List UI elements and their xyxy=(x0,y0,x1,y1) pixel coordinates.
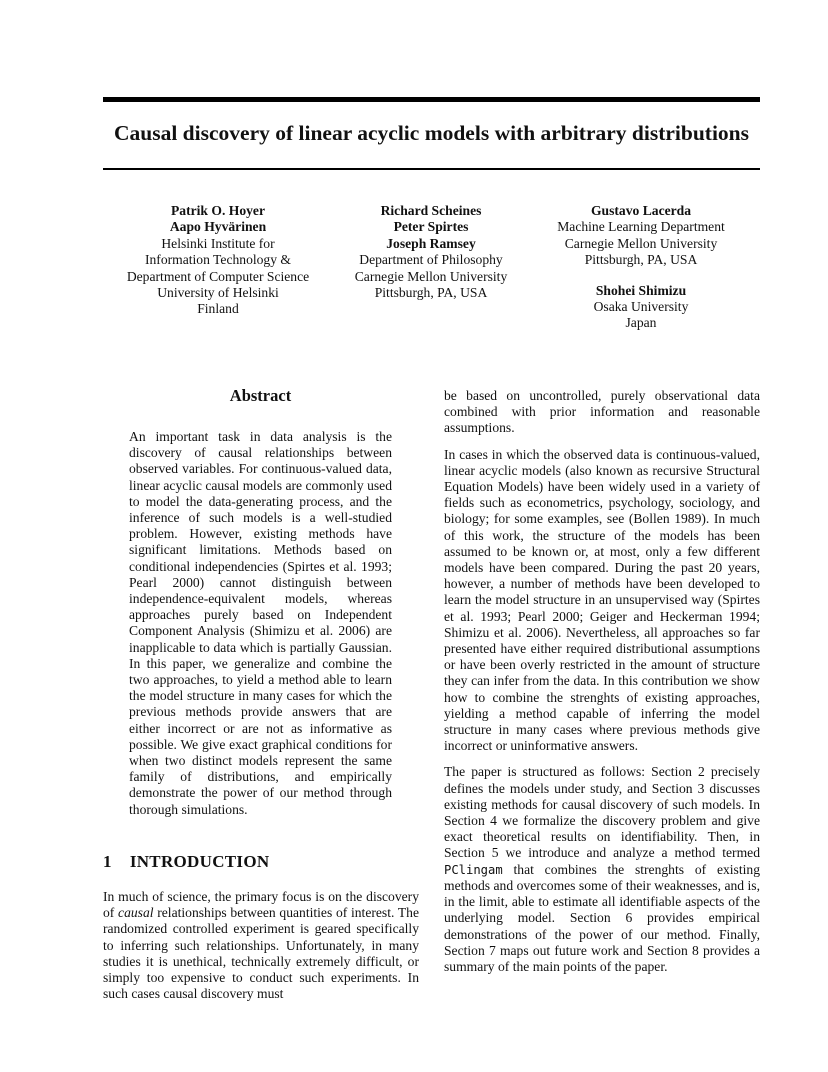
affiliation-line: Finland xyxy=(197,301,239,317)
author-name: Peter Spirtes xyxy=(393,219,469,235)
section-title: INTRODUCTION xyxy=(129,852,270,871)
affiliation-line: Pittsburgh, PA, USA xyxy=(374,285,488,301)
intro-text: In much of science, the primary focus is on the discovery of xyxy=(103,889,419,921)
intro-emphasis: causal xyxy=(118,905,154,921)
author-name: Richard Scheines xyxy=(380,203,482,218)
affiliation-line: University of Helsinki xyxy=(157,285,279,301)
author-block-cmu-philosophy xyxy=(335,203,527,301)
affiliation-line: Carnegie Mellon University xyxy=(354,268,508,284)
abstract-heading: Abstract xyxy=(229,386,292,405)
right-column xyxy=(444,388,760,985)
affiliation-line: Pittsburgh, PA, USA xyxy=(584,252,698,268)
paragraph: be based on uncontrolled, purely observational data combined with prior information and reasonable assumptions. xyxy=(444,388,760,436)
author-name: Joseph Ramsey xyxy=(386,235,476,251)
author-name: Patrik O. Hoyer xyxy=(170,203,265,218)
section-heading-introduction xyxy=(103,852,269,872)
author-name: Gustavo Lacerda xyxy=(590,203,692,218)
paragraph-text: that combines the strenghts of existing methods and overcomes some of their weaknesses, and is, in the limit, able to estimate all identifiable aspects of the underlying model. Section 6 provides empirical demonstrations of the power of our method. Finally, Section 7 maps out future work and Section 8 provides a summary of the main points of the paper. xyxy=(444,861,760,974)
intro-paragraph xyxy=(103,889,419,1002)
affiliation-line: Machine Learning Department xyxy=(557,219,725,235)
paragraph xyxy=(444,764,760,975)
affiliation-line: Osaka University xyxy=(593,299,689,315)
title-bottom-rule xyxy=(103,168,760,170)
affiliation-line: Japan xyxy=(625,315,657,331)
affiliation-line: Helsinki Institute for xyxy=(161,235,275,251)
paper-title: Causal discovery of linear acyclic models with arbitrary distributions xyxy=(113,121,750,145)
paragraph: In cases in which the observed data is continuous-valued, linear acyclic models (also known as recursive Structural Equation Models) have been widely used in a variety of fields such as econometrics, psychology, sociology, and biology; for some examples, see (Bollen 1989). In much of this work, the structure of the models has been assumed to be known or, at most, only a few different models have been compared. During the past 20 years, however, a number of methods have been developed to learn the model structure in an unsupervised way (Spirtes et al. 1993; Pearl 2000; Geiger and Heckerman 1994; Shimizu et al. 2006). Nevertheless, all approaches so far presented have either required distributional assumptions or have been overly restricted in the amount of structure they can infer from the data. In this contribution we show how to combine the strenghts of existing approaches, yielding a method capable of inferring the model structure in many cases where previous methods give incorrect or uninformative answers. xyxy=(444,446,760,754)
author-block-helsinki xyxy=(104,203,332,318)
section-number: 1 xyxy=(103,852,112,871)
title-top-rule xyxy=(103,97,760,102)
affiliation-line: Information Technology & xyxy=(144,252,292,268)
affiliation-line: Department of Computer Science xyxy=(126,268,310,284)
method-name-code: PClingam xyxy=(444,862,503,877)
intro-text: relationships between quantities of interest. The randomized controlled experiment is geared specifically to inferring such relationships. Unfortunately, in many studies it is unethical, technically extremely difficult, or simply too expensive to conduct such experiments. In such cases causal discovery must xyxy=(103,905,419,1002)
affiliation-line: Department of Philosophy xyxy=(359,252,503,268)
abstract-text: An important task in data analysis is the discovery of causal relationships between observed variables. For continuous-valued data, linear acyclic causal models are commonly used to model the data-generating process, and the inference of such models is a well-studied problem. However, existing methods have significant limitations. Methods based on conditional independencies (Spirtes et al. 1993; Pearl 2000) cannot distinguish between independence-equivalent models, whereas approaches purely based on Independent Component Analysis (Shimizu et al. 2006) are inapplicable to data which is partially Gaussian. In this paper, we generalize and combine the two approaches, to yield a method able to learn the model structure in many cases for which the previous methods provide answers that are either incorrect or are not as informative as possible. We give exact graphical conditions for when two distinct models represent the same family of distributions, and empirically demonstrate the power of our method through thorough simulations. xyxy=(129,429,392,817)
author-name: Shohei Shimizu xyxy=(595,282,687,298)
paragraph-text: The paper is structured as follows: Section 2 precisely defines the models under study, and Section 3 discusses existing methods for causal discovery of such models. In Section 4 we formalize the discovery problem and give exact theoretical results on identifiability. Then, in Section 5 we introduce and analyze a method termed xyxy=(444,764,760,861)
author-block-cmu-ml-osaka xyxy=(540,203,742,332)
author-name: Aapo Hyvärinen xyxy=(169,219,267,235)
affiliation-line: Carnegie Mellon University xyxy=(564,235,718,251)
